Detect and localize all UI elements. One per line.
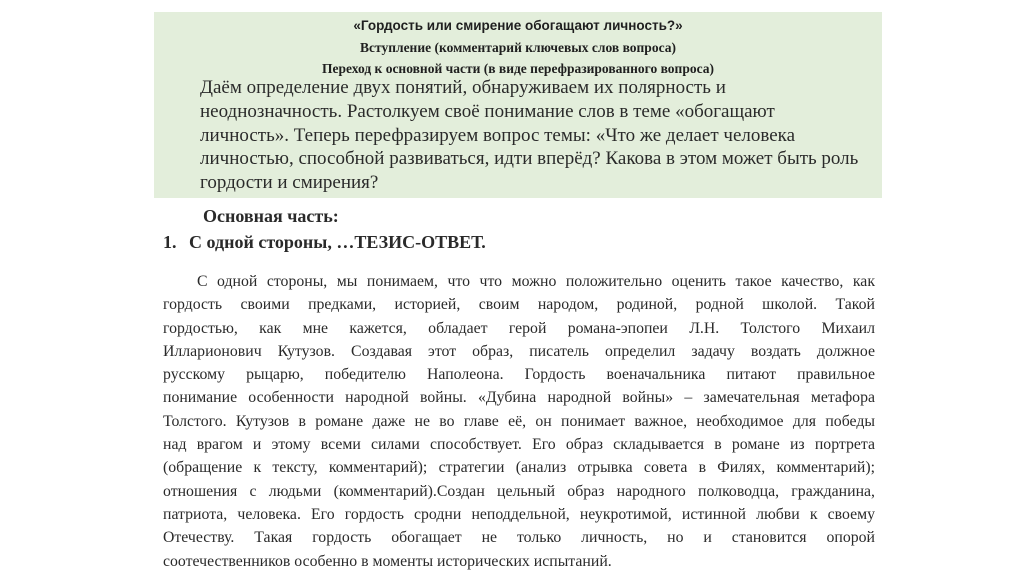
intro-label: Вступление (комментарий ключевых слов вопроса)	[360, 40, 676, 55]
slide-title: «Гордость или смирение обогащают личность?»	[353, 18, 683, 33]
intro-line: личностью, способной развиваться, идти вперёд? Какова в этом может быть роль	[200, 148, 859, 170]
intro-paragraph	[200, 76, 880, 195]
body-line: гордость своими предками, историей, своим народом, родиной, родной школой. Такой	[163, 296, 875, 314]
body-line: патриота, человека. Его гордость сродни неподдельной, неукротимой, истинной любви к своему	[163, 505, 875, 523]
body-line: (обращение к тексту, комментарий); стратегии (анализ отрывка совета в Филях, комментарий);	[163, 459, 875, 477]
body-line: Толстого. Кутузов в романе даже не во главе её, он понимает важное, необходимое для победы	[163, 412, 875, 430]
body-line: Илларионович Кутузов. Создавая этот образ, писатель определил задачу воздать должное	[163, 342, 875, 360]
body-line: С одной стороны, мы понимаем, что что можно положительно оценить такое качество, как	[197, 273, 875, 290]
body-line: гордостью, как мне кажется, обладает герой романа-эпопеи Л.Н. Толстого Михаил	[163, 319, 875, 337]
body-paragraph	[163, 270, 875, 573]
thesis-number: 1.	[163, 232, 177, 252]
body-line: русскому рыцарю, победителю Наполеона. Гордость военачальника питают правильное	[163, 366, 875, 384]
body-line: отношения с людьми (комментарий).Создан цельный образ народного полководца, гражданина,	[163, 482, 875, 500]
transition-label: Переход к основной части (в виде перефразированного вопроса)	[322, 61, 714, 76]
main-section-heading: Основная часть:	[203, 206, 339, 226]
intro-line: неоднозначность. Растолкуем своё понимание слов в теме «обогащают	[200, 100, 775, 122]
body-line: соотечественников особенно в моменты исторических испытаний.	[163, 552, 612, 570]
body-line: понимание особенности народной войны. «Дубина народной войны» – замечательная метафора	[163, 389, 875, 407]
body-line: Отечеству. Такая гордость обогащает не только личность, но и становится опорой	[163, 529, 875, 547]
intro-line: Даём определение двух понятий, обнаруживаем их полярность и	[200, 77, 726, 98]
thesis-line	[163, 232, 486, 253]
intro-line: гордости и смирения?	[200, 172, 379, 194]
intro-line: личность». Теперь перефразируем вопрос темы: «Что же делает человека	[200, 124, 796, 146]
body-line: над врагом и этому всеми силами способствует. Его образ складывается в романе из портрета	[163, 436, 875, 454]
thesis-text: С одной стороны, …ТЕЗИС-ОТВЕТ.	[189, 232, 486, 252]
